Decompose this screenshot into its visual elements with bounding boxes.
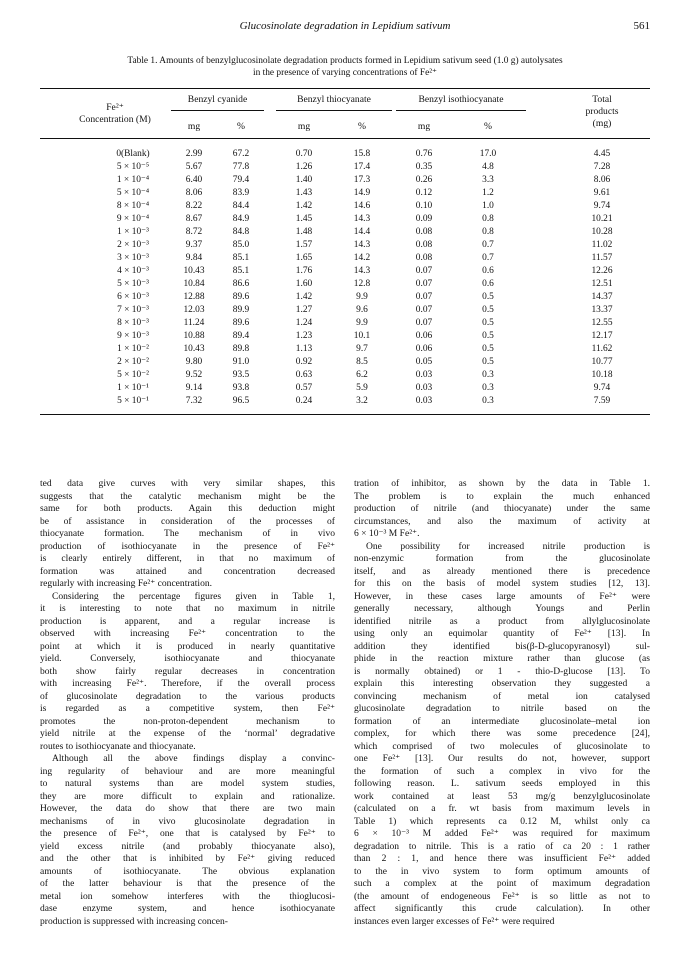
text-line: which comprised of two molecules of glucosinolate to <box>354 740 650 752</box>
table-row <box>40 239 650 252</box>
table-cell: 0.7 <box>482 253 494 263</box>
subrule-cyanide <box>171 110 264 111</box>
text-line: glucosinolate degradation to nitrile based on the <box>354 703 650 714</box>
table-cell: 0.03 <box>415 370 433 380</box>
table-cell: 0.3 <box>482 370 494 380</box>
col-head-benzyl-isothiocyanate: Benzyl isothiocyanate <box>418 94 504 105</box>
table-cell: 7 × 10⁻³ <box>117 305 149 315</box>
page-number: 561 <box>633 20 650 32</box>
table-cell: 85.1 <box>232 253 250 263</box>
text-line: of the latter behaviour is that the presence of the <box>40 878 335 889</box>
table-cell: 15.8 <box>353 149 371 159</box>
table-row <box>40 369 650 382</box>
table-cell: 2 × 10⁻² <box>117 357 149 367</box>
table-cell: 1.40 <box>295 175 313 185</box>
table-cell: 1 × 10⁻¹ <box>117 383 149 393</box>
table-caption <box>40 55 650 79</box>
text-line: ing regularity of behaviour and are more meaningful <box>40 765 335 777</box>
text-line: addition they identified bis(β-D-glucopyranosyl) sul- <box>354 640 650 652</box>
table-bottom-rule <box>40 414 650 415</box>
table-cell: 0.63 <box>295 370 313 380</box>
table-cell: 3.2 <box>356 396 368 406</box>
table-cell: 0.3 <box>482 383 494 393</box>
table-cell: 0.5 <box>482 318 494 328</box>
table-cell: 10.84 <box>183 279 205 289</box>
table-cell: 8.06 <box>593 175 611 185</box>
table-cell: 0(Blank) <box>116 149 150 159</box>
table-cell: 7.59 <box>593 396 611 406</box>
total-label: Total <box>592 94 612 105</box>
table-cell: 1.24 <box>295 318 313 328</box>
text-line: instances even larger excesses of Fe²⁺ were required <box>354 915 555 927</box>
table-cell: 1.48 <box>295 227 313 237</box>
table-cell: 8.72 <box>185 227 203 237</box>
table-cell: 1 × 10⁻⁴ <box>116 175 150 185</box>
caption-line-2: in the presence of varying concentrations of Fe²⁺ <box>253 68 437 78</box>
table-row <box>40 317 650 330</box>
text-line: the formation of such a complex in vivo for the <box>354 765 650 777</box>
table-row <box>40 187 650 200</box>
table-cell: 0.5 <box>482 344 494 354</box>
table-cell: 8.06 <box>185 188 203 198</box>
table-cell: 91.0 <box>232 357 250 367</box>
table-row <box>40 330 650 343</box>
table-cell: 5.9 <box>356 383 368 393</box>
table-cell: 11.02 <box>591 240 613 250</box>
text-line: to natural systems than are model system studies, <box>40 778 335 789</box>
text-line: However, the data do show that there are two main <box>40 803 335 814</box>
table-cell: 1.42 <box>295 292 313 302</box>
table-cell: 1.65 <box>295 253 313 263</box>
text-line: yield nitrile at the expense of the ‘normal’ degradative <box>40 728 335 739</box>
text-line: Considering the percentage figures given in Table 1, <box>52 590 335 602</box>
col-head-fe <box>70 102 160 126</box>
table-cell: 0.8 <box>482 227 494 237</box>
table-cell: 0.07 <box>415 292 433 302</box>
text-line: thiocyanate formation. The mechanism of in vivo <box>40 528 335 539</box>
table-cell: 10.77 <box>591 357 613 367</box>
table-cell: 4.8 <box>482 162 494 172</box>
table-cell: 84.8 <box>232 227 250 237</box>
text-line: to the in vivo system to form optimum amounts of <box>354 865 650 877</box>
table-cell: 0.76 <box>415 149 433 159</box>
table-cell: 0.07 <box>415 266 433 276</box>
table-cell: 0.35 <box>415 162 433 172</box>
table-body <box>40 148 650 408</box>
table-cell: 5 × 10⁻⁵ <box>116 162 150 172</box>
text-line: following reason. L. sativum seeds employed in this <box>354 778 650 789</box>
table-cell: 11.62 <box>591 344 613 354</box>
table-cell: 89.4 <box>232 331 250 341</box>
table-cell: 9 × 10⁻³ <box>117 331 149 341</box>
text-line: amounts of isothiocyanate. The obvious explanation <box>40 865 335 877</box>
text-line: production of isothiocyanate in the presence of Fe²⁺ <box>40 540 335 552</box>
table-cell: 9.84 <box>185 253 203 263</box>
table-cell: 83.9 <box>232 188 250 198</box>
table-cell: 12.51 <box>591 279 613 289</box>
text-line: However, in these cases large amounts of Fe²⁺ were <box>354 590 650 602</box>
table-cell: 14.3 <box>353 214 371 224</box>
text-line: of glucosinolate degradation to the various products <box>40 690 335 702</box>
table-cell: 4.45 <box>593 149 611 159</box>
text-line: circumstances, and also the maximum of activity at <box>354 515 650 527</box>
text-line: yield. Conversely, isothiocyanate and thiocyanate <box>40 653 335 664</box>
table-cell: 0.07 <box>415 318 433 328</box>
text-line: same for both products. Again this deduction might <box>40 503 335 514</box>
text-line: is normally obtained) or 1 - thio-D-glucose [13]. To <box>354 665 650 677</box>
table-cell: 9.52 <box>185 370 203 380</box>
text-line: complex, for which there was some precedence [24], <box>354 728 650 739</box>
body-column-right <box>354 478 650 928</box>
body-column-left <box>40 478 335 928</box>
table-cell: 93.5 <box>232 370 250 380</box>
table-cell: 89.6 <box>232 292 250 302</box>
table-cell: 1.13 <box>295 344 313 354</box>
table-cell: 10.21 <box>591 214 613 224</box>
table-row <box>40 213 650 226</box>
table-cell: 10.1 <box>353 331 371 341</box>
table-cell: 0.03 <box>415 396 433 406</box>
table-cell: 0.57 <box>295 383 313 393</box>
table-cell: 14.6 <box>353 201 371 211</box>
text-line: the presence of Fe²⁺, one that is catalysed by Fe²⁺ to <box>40 828 335 839</box>
table-cell: 11.57 <box>591 253 613 263</box>
table-cell: 5.67 <box>185 162 203 172</box>
unit-pct: % <box>358 121 366 132</box>
text-line: with increasing Fe²⁺. Therefore, if the overall process <box>40 678 335 689</box>
table-cell: 1.42 <box>295 201 313 211</box>
table-cell: 14.2 <box>353 253 371 263</box>
table-cell: 10.43 <box>183 266 205 276</box>
table-cell: 67.2 <box>232 149 250 159</box>
table-cell: 8 × 10⁻⁴ <box>116 201 150 211</box>
unit-mg: mg <box>187 121 201 132</box>
table-cell: 0.08 <box>415 240 433 250</box>
table-cell: 1 × 10⁻³ <box>117 227 149 237</box>
table-cell: 9.9 <box>356 292 368 302</box>
table-cell: 10.88 <box>183 331 205 341</box>
col-head-benzyl-cyanide: Benzyl cyanide <box>187 94 248 105</box>
text-line: formation was attained and concentration decreased <box>40 565 335 577</box>
table-cell: 0.03 <box>415 383 433 393</box>
table-cell: 12.17 <box>591 331 613 341</box>
table-cell: 12.88 <box>183 292 205 302</box>
table-cell: 7.32 <box>185 396 203 406</box>
table-cell: 12.8 <box>353 279 371 289</box>
table-cell: 6.40 <box>185 175 203 185</box>
table-cell: 0.05 <box>415 357 433 367</box>
table-cell: 9.37 <box>185 240 203 250</box>
table-cell: 14.4 <box>353 227 371 237</box>
unit-pct: % <box>237 121 245 132</box>
table-cell: 11.24 <box>183 318 205 328</box>
table-cell: 10.43 <box>183 344 205 354</box>
text-line: The problem is to explain the much enhanced <box>354 490 650 502</box>
table-cell: 1.45 <box>295 214 313 224</box>
table-cell: 14.37 <box>591 292 613 302</box>
table-cell: 0.8 <box>482 214 494 224</box>
table-cell: 1.2 <box>482 188 494 198</box>
text-line: be of assistance in consideration of the processes of <box>40 515 335 527</box>
text-line: observed with increasing Fe²⁺ concentration to the <box>40 628 335 639</box>
unit-mg: mg <box>297 121 311 132</box>
caption-line-1: Table 1. Amounts of benzylglucosinolate degradation products formed in Lepidium sativum seed (1.0 g) autolysates <box>127 56 563 66</box>
text-line: it is interesting to note that no maximum in nitrile <box>40 603 335 614</box>
table-cell: 8.5 <box>356 357 368 367</box>
table-cell: 1.76 <box>295 266 313 276</box>
table-row <box>40 265 650 278</box>
table-cell: 1.23 <box>295 331 313 341</box>
table-cell: 0.5 <box>482 292 494 302</box>
text-line: itself, and as already mentioned there is precedence <box>354 565 650 577</box>
table-cell: 8.22 <box>185 201 203 211</box>
table-row <box>40 278 650 291</box>
table-cell: 0.08 <box>415 227 433 237</box>
table-cell: 0.06 <box>415 331 433 341</box>
text-line: yield excess nitrile (and probably thiocyanate also), <box>40 840 335 852</box>
table-cell: 9.61 <box>593 188 611 198</box>
text-line: both show fairly regular decreases in concentration <box>40 665 335 677</box>
text-line: phide in the reaction mixture rather than glucose (as <box>354 653 650 664</box>
table-cell: 9.14 <box>185 383 203 393</box>
table-cell: 9 × 10⁻⁴ <box>116 214 150 224</box>
table-cell: 17.3 <box>353 175 371 185</box>
table-cell: 5 × 10⁻² <box>117 370 149 380</box>
text-line: production is suppressed with increasing concen- <box>40 915 228 927</box>
text-line: identified nitrile as a product from allylglucosinolate <box>354 615 650 627</box>
table-row <box>40 252 650 265</box>
table-head-rule <box>40 138 650 139</box>
page-header <box>40 20 650 38</box>
table-cell: 8 × 10⁻³ <box>117 318 149 328</box>
table-cell: 17.4 <box>353 162 371 172</box>
text-line: convincing mechanism of metal ion catalysed <box>354 690 650 702</box>
text-line: than 2 : 1, and hence there was insufficient Fe²⁺ added <box>354 853 650 864</box>
text-line: is clearly entirely different, in that no maximum of <box>40 553 335 564</box>
table-cell: 0.5 <box>482 305 494 315</box>
text-line: degradation to nitrile. This is a ratio of ca 20 : 1 rather <box>354 840 650 852</box>
table-cell: 17.0 <box>479 149 497 159</box>
table-row <box>40 395 650 408</box>
total-unit: (mg) <box>592 118 612 129</box>
table-cell: 79.4 <box>232 175 250 185</box>
table-cell: 12.26 <box>591 266 613 276</box>
table-cell: 85.0 <box>232 240 250 250</box>
table-cell: 0.07 <box>415 279 433 289</box>
running-title: Glucosinolate degradation in Lepidium sativum <box>239 20 451 32</box>
text-line: (calculated on a fr. wt basis from maximum levels in <box>354 803 650 814</box>
table-cell: 9.80 <box>185 357 203 367</box>
table-cell: 0.06 <box>415 344 433 354</box>
table-cell: 5 × 10⁻¹ <box>117 396 149 406</box>
table-cell: 0.08 <box>415 253 433 263</box>
table-row <box>40 148 650 161</box>
table-cell: 3 × 10⁻³ <box>117 253 149 263</box>
text-line: dase enzyme system, and hence isothiocyanate <box>40 903 335 914</box>
table-cell: 0.92 <box>295 357 313 367</box>
table-cell: 14.3 <box>353 240 371 250</box>
text-line: ted data give curves with very similar shapes, this <box>40 478 335 489</box>
text-line: 6 × 10⁻³ M added Fe²⁺ was required for maximum <box>354 828 650 839</box>
table-cell: 5 × 10⁻³ <box>117 279 149 289</box>
table-cell: 3.3 <box>482 175 494 185</box>
table-row <box>40 200 650 213</box>
fe-label: Fe²⁺ <box>106 102 124 113</box>
text-line: routes to isothiocyanate and thiocyanate. <box>40 740 196 752</box>
table-cell: 85.1 <box>232 266 250 276</box>
table-row <box>40 174 650 187</box>
table-cell: 2 × 10⁻³ <box>117 240 149 250</box>
text-line: (the amount of endogeneous Fe²⁺ is so little as not to <box>354 890 650 902</box>
table-cell: 1 × 10⁻² <box>117 344 149 354</box>
table-cell: 12.03 <box>183 305 205 315</box>
table-cell: 9.9 <box>356 318 368 328</box>
text-line: they are more difficult to explain and rationalize. <box>40 790 335 802</box>
table-cell: 1.26 <box>295 162 313 172</box>
table-row <box>40 291 650 304</box>
table-cell: 96.5 <box>232 396 250 406</box>
table-cell: 0.6 <box>482 279 494 289</box>
table-cell: 0.12 <box>415 188 433 198</box>
table-cell: 6.2 <box>356 370 368 380</box>
table-cell: 9.7 <box>356 344 368 354</box>
table-cell: 14.9 <box>353 188 371 198</box>
text-line: promotes the non-proton-dependent mechanism to <box>40 715 335 727</box>
text-line: is regarded as a competitive system, then Fe²⁺ <box>40 703 335 714</box>
concentration-label: Concentration (M) <box>79 114 151 125</box>
text-line: for this on the basis of model system studies [12, 13]. <box>354 578 650 589</box>
table-cell: 9.74 <box>593 383 611 393</box>
text-line: Although all the above findings display a convinc- <box>52 753 335 764</box>
table-cell: 89.8 <box>232 344 250 354</box>
text-line: explain this interesting observation they suggested a <box>354 678 650 689</box>
table-cell: 77.8 <box>232 162 250 172</box>
text-line: suggests that the catalytic mechanism might be the <box>40 490 335 502</box>
col-head-benzyl-thiocyanate: Benzyl thiocyanate <box>297 94 371 105</box>
text-line: using only an equimolar quantity of Fe²⁺ [13]. In <box>354 628 650 639</box>
table-row <box>40 161 650 174</box>
table-cell: 0.07 <box>415 305 433 315</box>
text-line: metal ion somehow interferes with the thioglucosi- <box>40 890 335 902</box>
table-cell: 0.7 <box>482 240 494 250</box>
table-cell: 1.60 <box>295 279 313 289</box>
table-cell: 0.10 <box>415 201 433 211</box>
table-cell: 0.24 <box>295 396 313 406</box>
text-line: formation of an intermediate glucosinolate–metal ion <box>354 715 650 727</box>
table-cell: 0.5 <box>482 331 494 341</box>
table-cell: 1.57 <box>295 240 313 250</box>
text-line: point at which it is produced in nearly quantitative <box>40 640 335 652</box>
subrule-isothiocyanate <box>396 110 526 111</box>
text-line: and the other that is inhibited by Fe²⁺ giving reduced <box>40 853 335 864</box>
table-cell: 0.26 <box>415 175 433 185</box>
text-line: production is apparent, and a regular increase is <box>40 615 335 627</box>
table-row <box>40 382 650 395</box>
table-cell: 93.8 <box>232 383 250 393</box>
text-line: generally necessary, although Youngs and Perlin <box>354 603 650 614</box>
table-cell: 10.18 <box>591 370 613 380</box>
table-cell: 5 × 10⁻⁴ <box>116 188 150 198</box>
table-cell: 1.0 <box>482 201 494 211</box>
table-row <box>40 226 650 239</box>
table-cell: 6 × 10⁻³ <box>117 292 149 302</box>
table-cell: 89.6 <box>232 318 250 328</box>
table-row <box>40 356 650 369</box>
text-line: work contained at least 53 mg/g benzylglucosinolate <box>354 790 650 802</box>
text-line: one Fe²⁺ [13]. Our results do not, however, support <box>354 753 650 764</box>
table-cell: 12.55 <box>591 318 613 328</box>
table-cell: 0.3 <box>482 396 494 406</box>
table-cell: 0.6 <box>482 266 494 276</box>
table-cell: 1.43 <box>295 188 313 198</box>
unit-mg: mg <box>417 121 431 132</box>
text-line: affect significantly this crude calculation). In other <box>354 903 650 914</box>
text-line: One possibility for increased nitrile production is <box>366 540 650 552</box>
table-cell: 8.67 <box>185 214 203 224</box>
text-line: Table 1) which represents ca 0.12 M, whilst only ca <box>354 815 650 827</box>
table-cell: 86.6 <box>232 279 250 289</box>
table-cell: 84.4 <box>232 201 250 211</box>
products-label: products <box>585 106 619 117</box>
text-line: such a complex at the point of maximum degradation <box>354 878 650 889</box>
table-cell: 0.70 <box>295 149 313 159</box>
table-cell: 10.28 <box>591 227 613 237</box>
text-line: 6 × 10⁻³ M Fe²⁺. <box>354 528 420 539</box>
table-cell: 9.6 <box>356 305 368 315</box>
table-cell: 84.9 <box>232 214 250 224</box>
table-cell: 13.37 <box>591 305 613 315</box>
table-cell: 14.3 <box>353 266 371 276</box>
unit-pct: % <box>484 121 492 132</box>
text-line: regularly with increasing Fe²⁺ concentration. <box>40 578 212 589</box>
table-cell: 89.9 <box>232 305 250 315</box>
table-row <box>40 304 650 317</box>
table-cell: 0.09 <box>415 214 433 224</box>
table-cell: 2.99 <box>185 149 203 159</box>
col-head-total <box>570 94 634 130</box>
text-line: mechanisms of in vivo glucosinolate degradation in <box>40 815 335 827</box>
table-cell: 1.27 <box>295 305 313 315</box>
subrule-thiocyanate <box>276 110 392 111</box>
text-line: tration of inhibitor, as shown by the data in Table 1. <box>354 478 650 489</box>
table-cell: 0.5 <box>482 357 494 367</box>
table-row <box>40 343 650 356</box>
text-line: non-enzymic formation from the glucosinolate <box>354 553 650 564</box>
table-cell: 4 × 10⁻³ <box>117 266 149 276</box>
table-cell: 9.74 <box>593 201 611 211</box>
table-cell: 7.28 <box>593 162 611 172</box>
text-line: production of nitrile (and thiocyanate) under the same <box>354 503 650 514</box>
table-top-rule <box>40 88 650 89</box>
